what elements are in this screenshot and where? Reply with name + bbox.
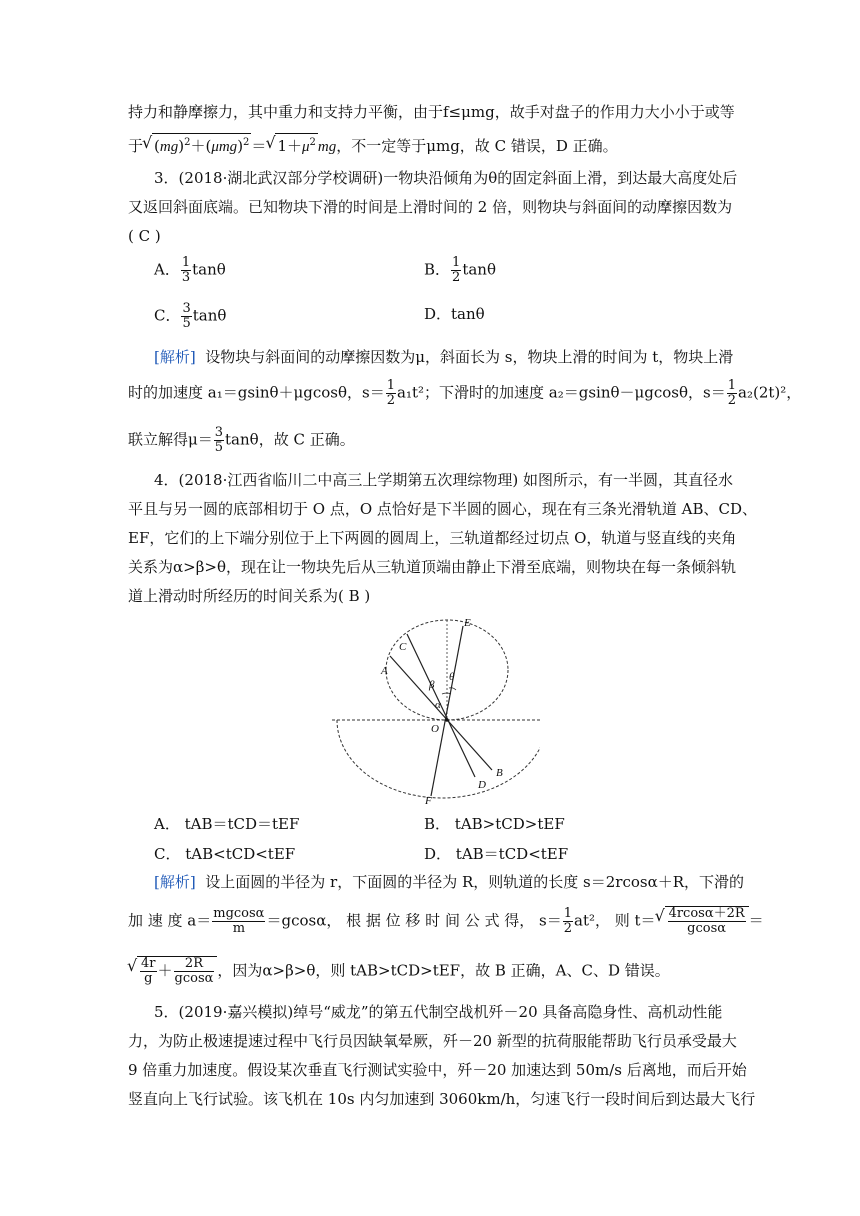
q4-option-a: A． tAB＝tCD＝tEF: [154, 815, 300, 833]
q4-option-b: B． tAB>tCD>tEF: [424, 815, 565, 833]
label-e: E: [464, 617, 471, 629]
sqrt-expression-3: √ $\frac{4rcos\alpha+2R}{gcos\alpha}$: [665, 906, 749, 936]
label-beta: β: [429, 679, 435, 691]
track-ab: [390, 656, 492, 770]
q4-stem-line-5: 道上滑动时所经历的时间关系为( B ): [128, 587, 371, 605]
label-alpha: α: [435, 699, 441, 711]
sqrt-expression-4: √ $\frac{4r}{g}$ ＋ $\frac{2R}{gcos\alpha}$: [137, 956, 217, 986]
q3-solution-line-2: 时的加速度 a₁＝gsinθ＋μgcosθ，s＝ $\frac{1}{2}$ a₁t²；下滑时的加速度 a₂＝gsinθ－μgcosθ，s＝ $\frac{1}{2}$ a₂(2t)²，: [128, 378, 802, 408]
sqrt-expression-2: √ $1+\mu^2$: [275, 133, 317, 159]
q3-option-b: B． $\frac{1}{2}$ tanθ: [424, 255, 496, 285]
q3-option-a: A． $\frac{1}{3}$ tanθ: [154, 255, 226, 285]
q5-stem-line-2: 力，为防止极速提速过程中飞行员因缺氧晕厥，歼－20 新型的抗荷服能帮助飞行员承受最大: [128, 1032, 737, 1050]
label-o: O: [431, 723, 439, 735]
label-b: B: [496, 767, 503, 779]
label-d: D: [478, 779, 486, 791]
prev-solution-line-1: 持力和静摩擦力，其中重力和支持力平衡，由于f≤μmg，故手对盘子的作用力大小小于或等: [128, 103, 735, 121]
two-circle-track-figure: [330, 616, 540, 806]
q4-solution-line-2: 加 速 度 a＝ $\frac{mgcos\alpha}{m}$ ＝gcosα， 根 据 位 移 时 间 公 式 得， s＝ $\frac{1}{2}$ at²， 则 t＝ √ $\frac{4rcos\alpha+2R}{gcos\alpha}$ ＝: [128, 906, 738, 936]
q4-stem-line-1: 4．(2018·江西省临川二中高三上学期第五次理综物理) 如图所示，有一半圆，其直径水: [154, 471, 733, 489]
q4-option-c: C． tAB<tCD<tEF: [154, 845, 296, 863]
q5-stem-line-3: 9 倍重力加速度。假设某次垂直飞行测试实验中，歼－20 加速达到 50m/s 后离地，而后开始: [128, 1061, 747, 1079]
q5-stem-line-4: 竖直向上飞行试验。该飞机在 10s 内匀加速到 3060km/h，匀速飞行一段时间后到达最大飞行: [128, 1090, 756, 1108]
q3-option-d: D．tanθ: [424, 305, 485, 323]
track-ef: [431, 626, 463, 796]
label-c: C: [399, 641, 407, 653]
track-cd: [407, 634, 475, 777]
q3-stem-line-1: 3．(2018·湖北武汉部分学校调研)一物块沿倾角为θ的固定斜面上滑，到达最大高度处后: [154, 169, 738, 187]
q5-stem-line-1: 5．(2019·嘉兴模拟)绰号“威龙”的第五代制空战机歼－20 具备高隐身性、高机动性能: [154, 1003, 723, 1021]
q3-answer: ( C ): [128, 227, 161, 245]
angle-arc-beta: [442, 693, 451, 694]
label-f: F: [425, 795, 432, 806]
prev-solution-line-2: 于√ $(mg)^2+(\mu mg)^2$ ＝√ $1+\mu^2$ mg，不一定等于μmg，故 C 错误，D 正确。: [128, 133, 738, 159]
q4-solution-line-1: [解析] 设上面圆的半径为 r，下面圆的半径为 R，则轨道的长度 s＝2rcosα＋R，下滑的: [154, 873, 745, 891]
q3-option-c: C． $\frac{3}{5}$ tanθ: [154, 301, 227, 331]
angle-arc-theta: [449, 688, 456, 690]
q3-solution-line-3: 联立解得μ＝ $\frac{3}{5}$ tanθ，故 C 正确。: [128, 425, 355, 455]
solution-tag: [解析]: [154, 873, 196, 891]
solution-tag: [解析]: [154, 348, 196, 366]
q4-stem-line-2: 平且与另一圆的底部相切于 O 点，O 点恰好是下半圆的圆心，现在有三条光滑轨道 AB、CD、: [128, 500, 758, 518]
q3-solution-line-1: [解析] 设物块与斜面间的动摩擦因数为μ，斜面长为 s，物块上滑的时间为 t，物块上滑: [154, 348, 734, 366]
label-a: A: [381, 665, 388, 677]
sqrt-expression-1: √ $(mg)^2+(\mu mg)^2$: [152, 133, 251, 159]
label-theta: θ: [449, 671, 455, 683]
q4-stem-line-4: 关系为α>β>θ，现在让一物块先后从三轨道顶端由静止下滑至底端，则物块在每一条倾斜轨: [128, 558, 736, 576]
q3-stem-line-2: 又返回斜面底端。已知物块下滑的时间是上滑时间的 2 倍，则物块与斜面间的动摩擦因数为: [128, 198, 733, 216]
point-o: [445, 718, 449, 722]
q4-stem-line-3: EF，它们的上下端分别位于上下两圆的圆周上，三轨道都经过切点 O，轨道与竖直线的夹角: [128, 529, 737, 547]
q4-option-d: D． tAB＝tCD<tEF: [424, 845, 569, 863]
q4-solution-line-3: √ $\frac{4r}{g}$ ＋ $\frac{2R}{gcos\alpha}$ ，因为α>β>θ，则 tAB>tCD>tEF，故 B 正确，A、C、D 错误。: [128, 956, 738, 986]
